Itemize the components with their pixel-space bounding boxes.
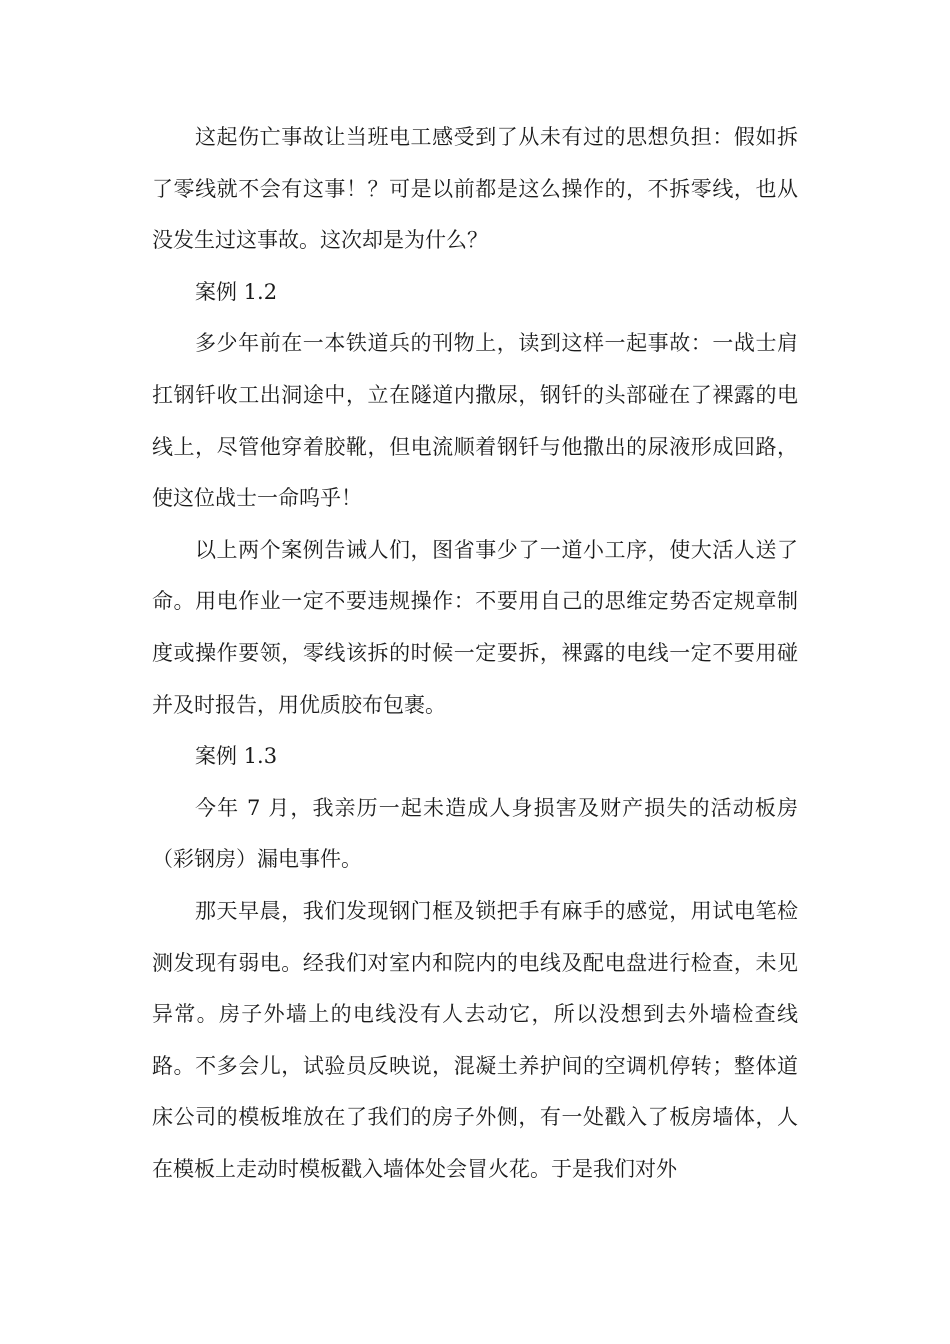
paragraph-case-1-3-intro: 今年 7 月，我亲历一起未造成人身损害及财产损失的活动板房（彩钢房）漏电事件。 [152,795,798,872]
paragraph-case-1-2: 多少年前在一本铁道兵的刊物上，读到这样一起事故：一战士肩扛钢钎收工出洞途中，立在隧道内撒尿，钢钎的头部碰在了裸露的电线上，尽管他穿着胶靴，但电流顺着钢钎与他撒出的尿液形成回路，使这位战士一命呜乎！ [152,331,798,511]
document-body [152,112,798,1195]
paragraph-lessons: 以上两个案例告诫人们，图省事少了一道小工序，使大活人送了命。用电作业一定不要违规操作：不要用自己的思维定势否定规章制度或操作要领，零线该拆的时候一定要拆，裸露的电线一定不要用碰并及时报告，用优质胶布包裹。 [152,537,798,717]
case-heading-1-3: 案例 1.3 [195,744,278,769]
paragraph-accident-reflection: 这起伤亡事故让当班电工感受到了从未有过的思想负担：假如拆了零线就不会有这事！？可是以前都是这么操作的，不拆零线，也从没发生过这事故。这次却是为什么？ [152,125,798,253]
case-heading-1-2: 案例 1.2 [195,279,278,304]
paragraph-case-1-3-details: 那天早晨，我们发现钢门框及锁把手有麻手的感觉，用试电笔检测发现有弱电。经我们对室内和院内的电线及配电盘进行检查，未见异常。房子外墙上的电线没有人去动它，所以没想到去外墙检查线路。不多会儿，试验员反映说，混凝土养护间的空调机停转；整体道床公司的模板堆放在了我们的房子外侧，有一处戳入了板房墙体，人在模板上走动时模板戳入墙体处会冒火花。于是我们对外 [152,898,798,1181]
